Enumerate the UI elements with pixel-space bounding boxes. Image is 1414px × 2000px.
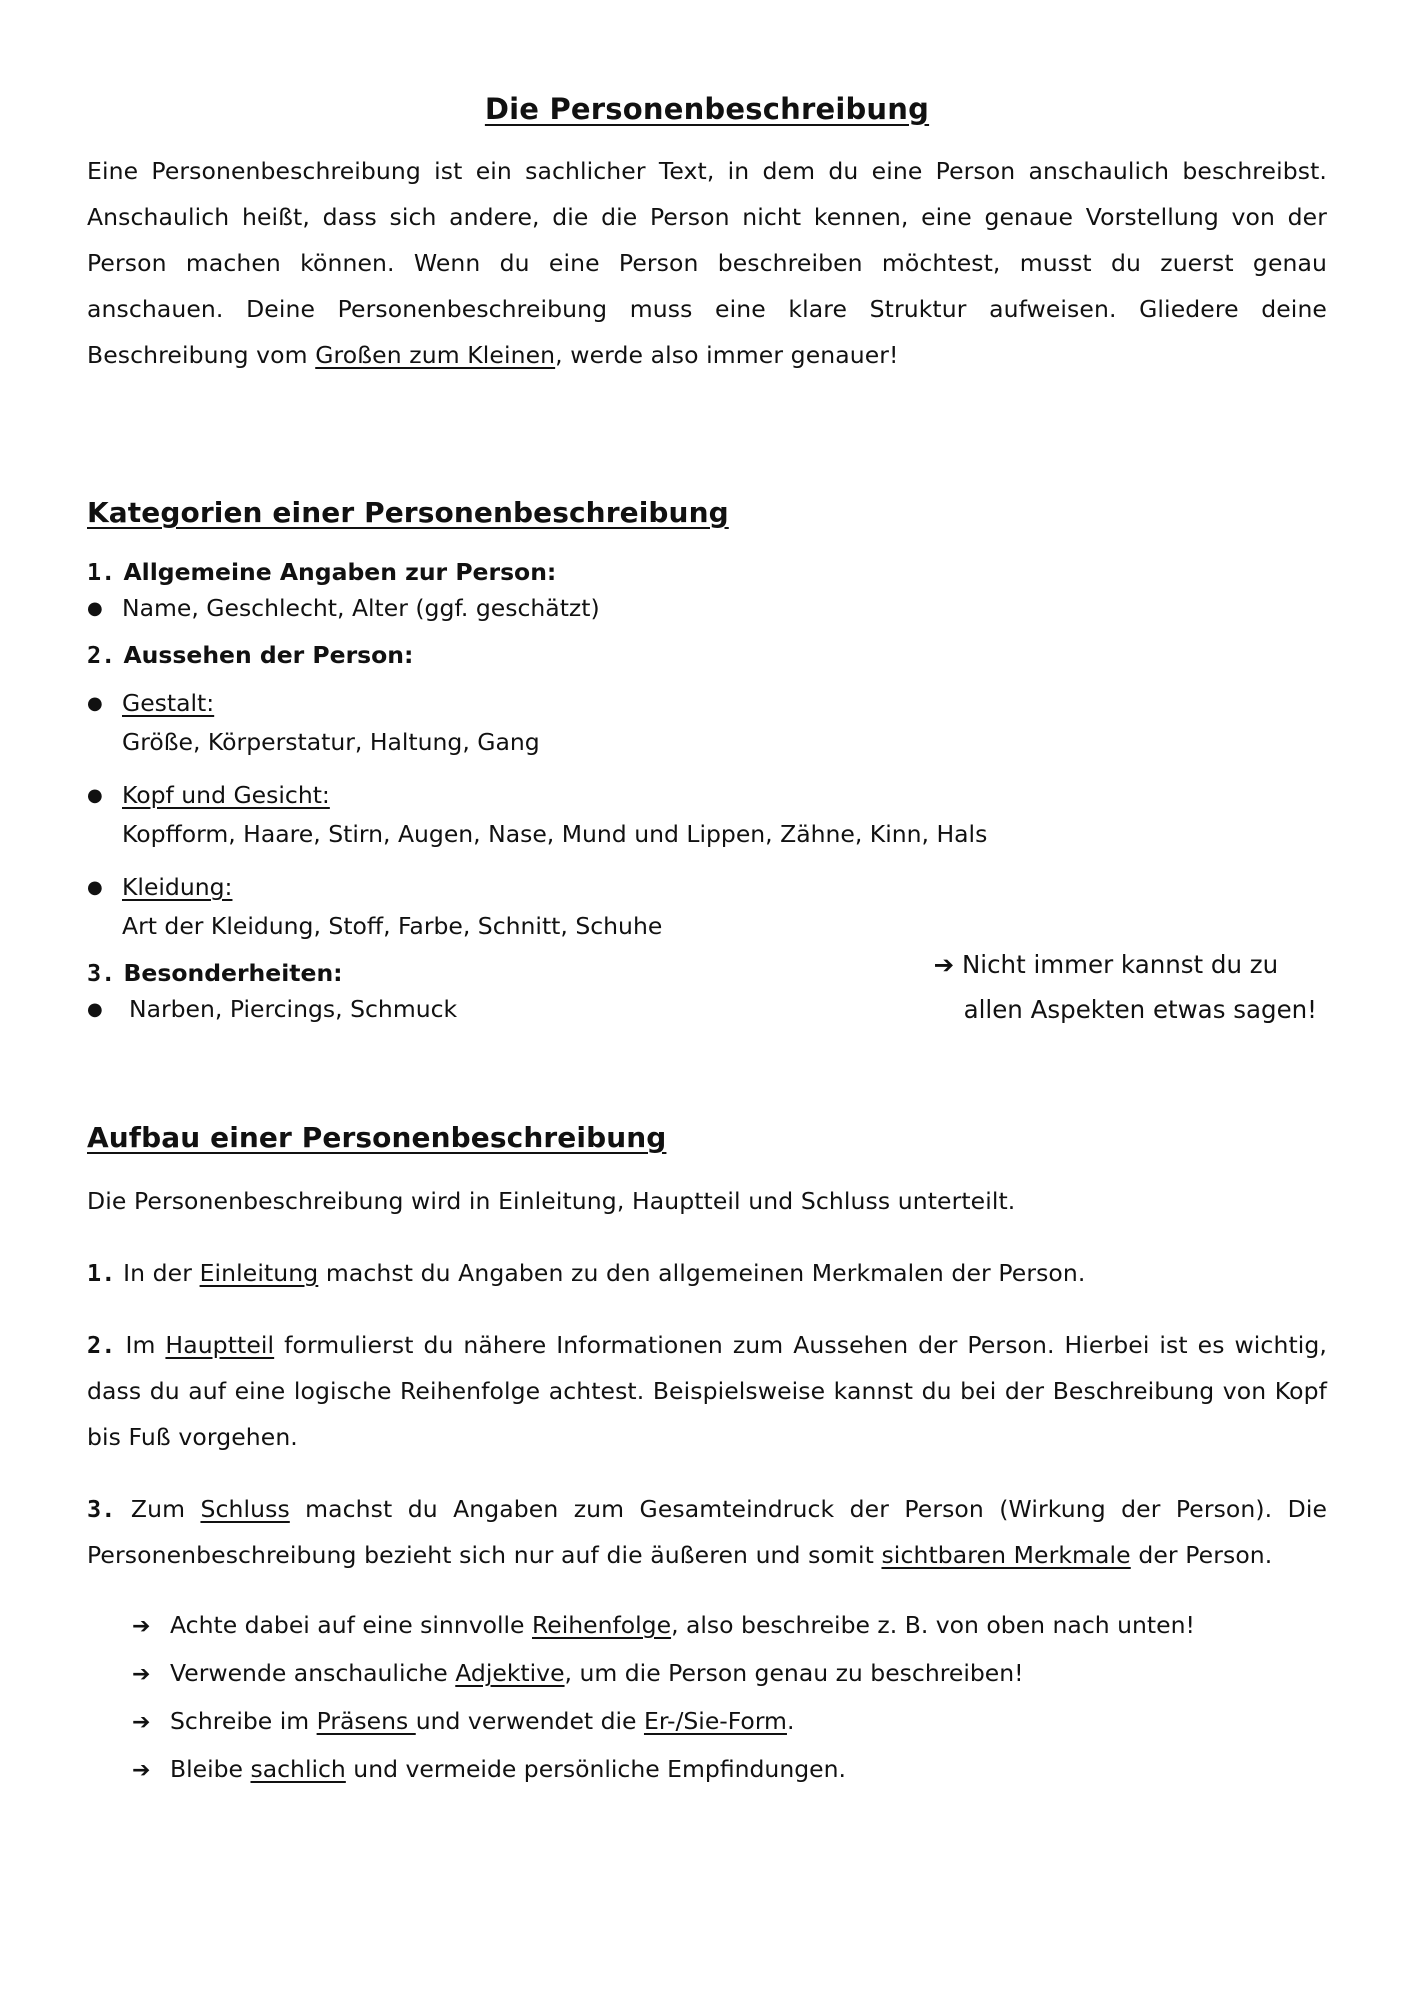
structure-point-2: 2. Im Hauptteil formulierst du nähere Informationen zum Aussehen der Person. Hierbei ist es wichtig, dass du auf eine logische Reihenfolge achtest. Beispielsweise kannst du bei der Beschreibung von Kopf bis Fuß vorgehen. (87, 1331, 1327, 1451)
bullet-icon: ● (87, 693, 103, 714)
structure-point-3: 3. Zum Schluss machst du Angaben zum Gesamteindruck der Person (Wirkung der Person). Die Personenbeschreibung bezieht sich nur auf die äußeren und somit sichtbaren Merkmale der Person. (87, 1495, 1328, 1569)
list-item: ● Kleidung: Art der Kleidung, Stoff, Farbe, Schnitt, Schuhe (87, 868, 1327, 946)
list-item: ● Gestalt: Größe, Körperstatur, Haltung, Gang (87, 684, 1327, 762)
bullet-icon: ● (87, 785, 103, 806)
list-item: ➔ Bleibe sachlich und vermeide persönliche Empfindungen. (132, 1746, 1327, 1794)
arrow-icon: ➔ (132, 1710, 151, 1735)
bullet-icon: ● (87, 598, 103, 619)
intro-text: Eine Personenbeschreibung ist ein sachlicher Text, in dem du eine Person anschaulich beschreibst. Anschaulich heißt, dass sich andere, die die Person nicht kennen, eine genaue Vorstellung von der Person machen können. Wenn du eine Person beschreiben möchtest, musst du zuerst genau anschauen. Deine Personenbeschreibung muss eine klare Struktur aufweisen. Gliedere deine Beschreibung vom (87, 157, 1327, 369)
arrow-icon: ➔ (132, 1758, 151, 1783)
list-item: ● Name, Geschlecht, Alter (ggf. geschätzt) (87, 589, 1327, 628)
section-1-heading: 1. Allgemeine Angaben zur Person: (87, 558, 557, 586)
tips-list (87, 1602, 1327, 1794)
categories-section (87, 555, 1327, 1029)
list-item: ● Narben, Piercings, Schmuck (87, 990, 1327, 1029)
intro-paragraph (87, 148, 1327, 378)
structure-point-1: 1. In der Einleitung machst du Angaben zu den allgemeinen Merkmalen der Person. (87, 1259, 1086, 1287)
section-3-heading: 3. Besonderheiten: (87, 959, 343, 987)
section-2-list (87, 684, 1327, 946)
intro-underlined: Großen zum Kleinen (315, 341, 556, 369)
side-note: ➔ Nicht immer kannst du zu allen Aspekten etwas sagen! (933, 950, 1317, 1024)
page-title: Die Personenbeschreibung (484, 92, 930, 126)
list-item: ➔ Achte dabei auf eine sinnvolle Reihenfolge, also beschreibe z. B. von oben nach unten! (132, 1602, 1327, 1650)
list-item: ➔ Schreibe im Präsens und verwendet die Er-/Sie-Form. (132, 1698, 1327, 1746)
section-1-list (87, 589, 1327, 628)
intro-text-end: , werde also immer genauer! (555, 341, 899, 369)
arrow-icon: ➔ (933, 950, 955, 979)
document-page (87, 92, 1327, 1794)
arrow-icon: ➔ (132, 1662, 151, 1687)
arrow-icon: ➔ (132, 1614, 151, 1639)
structure-intro: Die Personenbeschreibung wird in Einleitung, Hauptteil und Schluss unterteilt. (87, 1187, 1016, 1215)
list-item: ● Kopf und Gesicht: Kopfform, Haare, Stirn, Augen, Nase, Mund und Lippen, Zähne, Kinn, Hals (87, 776, 1327, 854)
categories-heading: Kategorien einer Personenbeschreibung (87, 496, 729, 529)
bullet-icon: ● (87, 877, 103, 898)
section-2-heading: 2. Aussehen der Person: (87, 641, 414, 669)
structure-heading: Aufbau einer Personenbeschreibung (87, 1121, 667, 1154)
bullet-icon: ● (87, 999, 103, 1020)
list-item: ➔ Verwende anschauliche Adjektive, um die Person genau zu beschreiben! (132, 1650, 1327, 1698)
